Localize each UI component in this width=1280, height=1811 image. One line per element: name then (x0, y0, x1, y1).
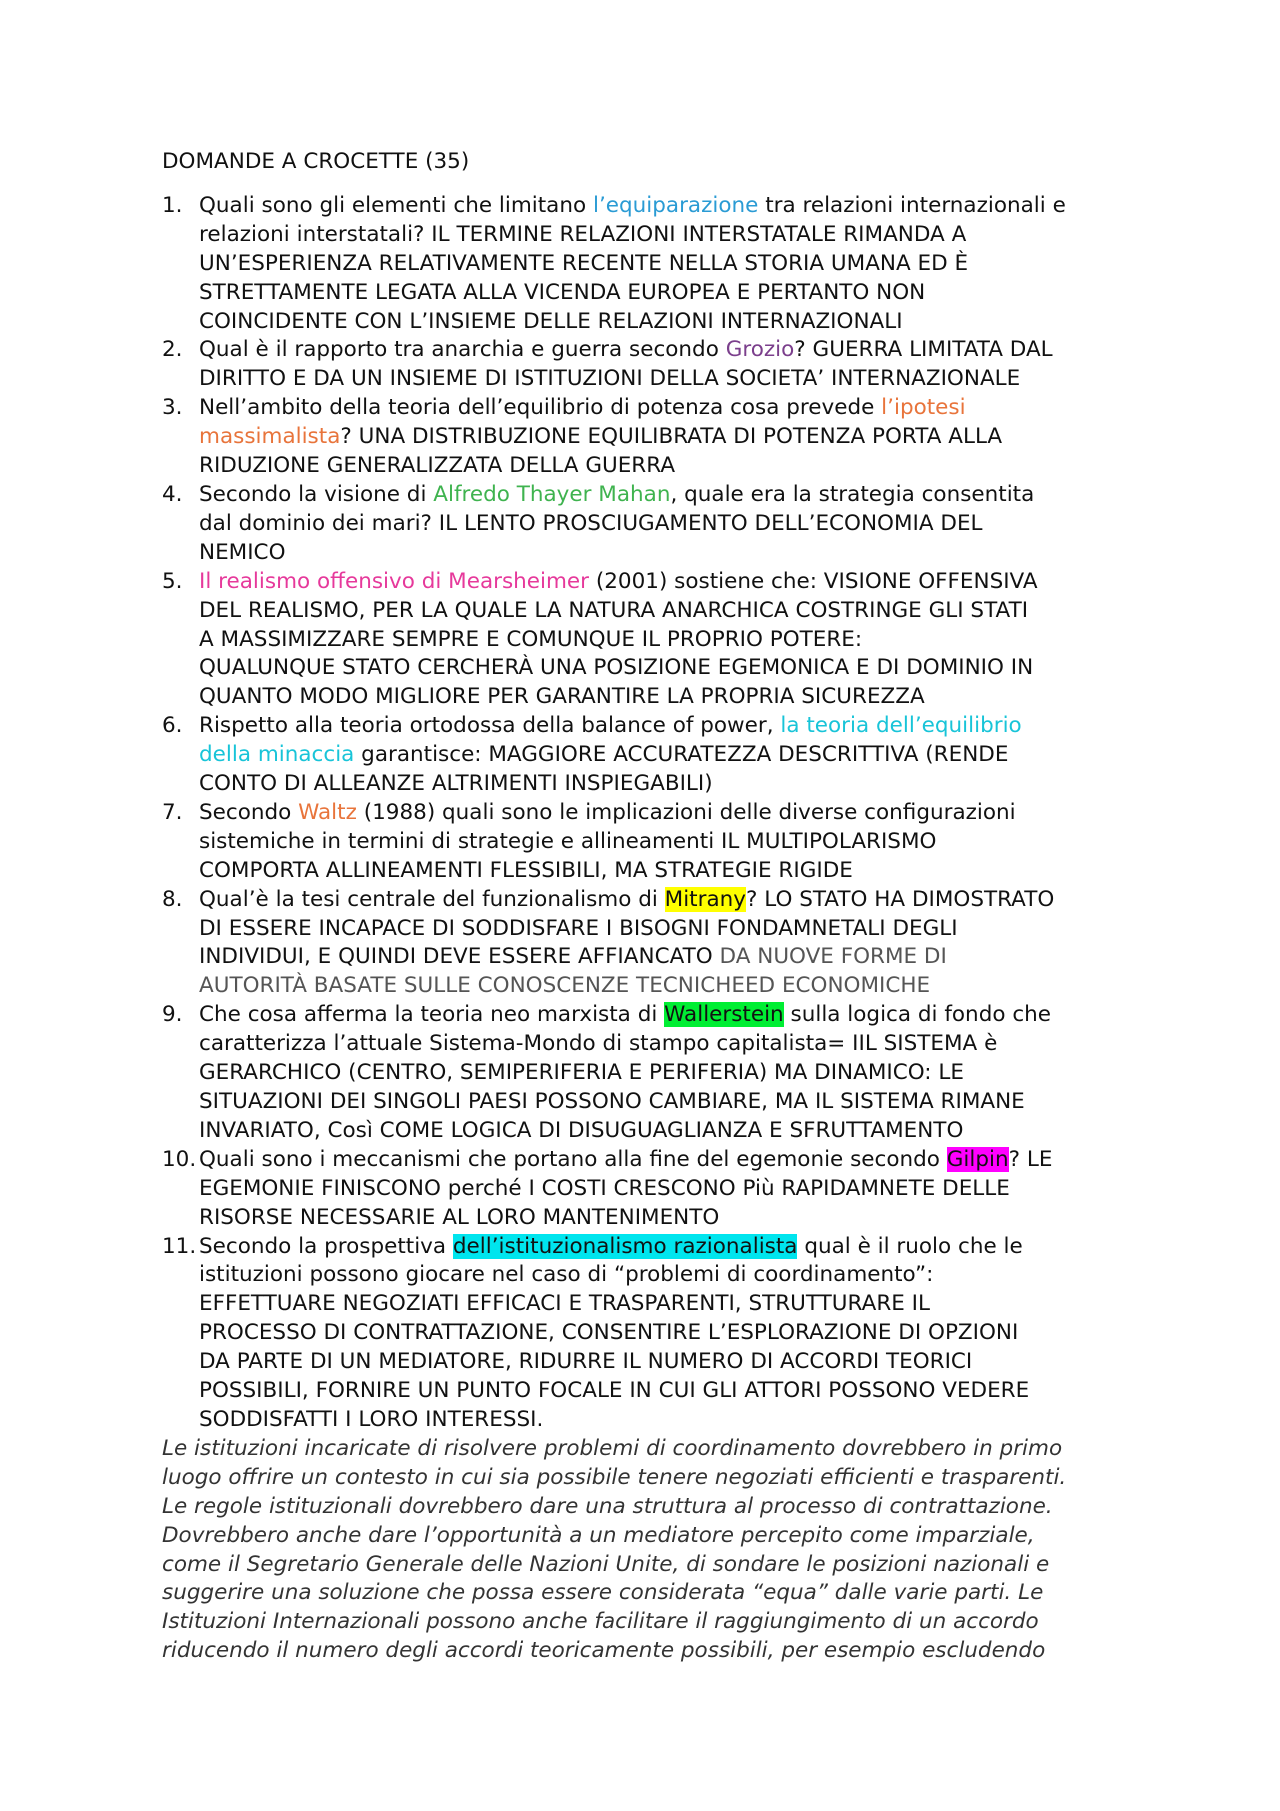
text-run: SODDISFATTI I LORO INTERESSI. (199, 1406, 544, 1432)
text-run: relazioni interstatali? IL TERMINE RELAZIONI INTERSTATALE RIMANDA A (199, 221, 967, 247)
question-line (199, 741, 1162, 770)
question-line (199, 308, 1162, 337)
highlighted-term: dell’istituzionalismo razionalista (452, 1233, 798, 1259)
note-line: suggerire una soluzione che possa essere considerata “equa” dalle varie parti. Le (162, 1580, 1044, 1606)
text-run: Che cosa afferma la teoria neo marxista di (199, 1002, 665, 1028)
question-line (199, 626, 1162, 655)
text-run: (2001) sostiene che: VISIONE OFFENSIVA (589, 568, 1038, 594)
question-item (162, 192, 1162, 337)
colored-term: Waltz (298, 799, 357, 825)
question-line (199, 279, 1162, 308)
question-number: 11. (162, 1233, 197, 1259)
text-run: caratterizza l’attuale Sistema-Mondo di stampo capitalista= IIL SISTEMA è (199, 1031, 998, 1057)
question-line (199, 915, 1162, 944)
question-number: 10. (162, 1146, 197, 1172)
text-run: garantisce: MAGGIORE ACCURATEZZA DESCRITTIVA (RENDE (354, 742, 1009, 768)
question-line (199, 192, 1162, 221)
text-run: EGEMONIE FINISCONO perché I COSTI CRESCONO Più RAPIDAMNETE DELLE (199, 1175, 1010, 1201)
text-run: tra relazioni internazionali e (758, 192, 1066, 218)
text-run: ? LE (1008, 1146, 1053, 1172)
question-item (162, 1233, 1162, 1435)
question-line (199, 1001, 1162, 1030)
question-line (199, 539, 1162, 568)
note-line: Dovrebbero anche dare l’opportunità a un mediatore percepito come imparziale, (162, 1522, 1035, 1548)
note-line: come il Segretario Generale delle Nazioni Unite, di sondare le posizioni nazionali e (162, 1551, 1050, 1577)
text-run: QUALUNQUE STATO CERCHERÀ UNA POSIZIONE EGEMONICA E DI DOMINIO IN (199, 655, 1034, 681)
question-item (162, 1146, 1162, 1233)
colored-term: Il realismo offensivo di Mearsheimer (199, 568, 589, 594)
question-item (162, 886, 1162, 1002)
question-line (199, 1117, 1162, 1146)
question-line (199, 1030, 1162, 1059)
text-run: istituzioni possono giocare nel caso di “problemi di coordinamento”: (199, 1262, 934, 1288)
colored-term: la teoria dell’equilibrio (780, 713, 1022, 739)
text-run: GERARCHICO (CENTRO, SEMIPERIFERIA E PERIFERIA) MA DINAMICO: LE (199, 1060, 964, 1086)
colored-term: Grozio (725, 337, 795, 363)
question-line (199, 1406, 1162, 1435)
note-line: Le regole istituzionali dovrebbero dare una struttura al processo di contrattazione. (162, 1493, 1053, 1519)
text-run: Secondo la visione di (199, 481, 434, 507)
text-run: Secondo la prospettiva (199, 1233, 453, 1259)
note-line: Le istituzioni incaricate di risolvere problemi di coordinamento dovrebbero in primo (162, 1435, 1063, 1461)
question-number: 9. (162, 1002, 183, 1028)
question-number: 7. (162, 799, 183, 825)
question-line (199, 394, 1162, 423)
text-run: POSSIBILI, FORNIRE UN PUNTO FOCALE IN CUI GLI ATTORI POSSONO VEDERE (199, 1378, 1030, 1404)
document-page (162, 148, 1162, 1666)
text-run: INVARIATO, Così COME LOGICA DI DISUGUAGLIANZA E SFRUTTAMENTO (199, 1117, 964, 1143)
question-line (199, 654, 1162, 683)
question-line (199, 886, 1162, 915)
question-line (199, 221, 1162, 250)
question-line (199, 452, 1162, 481)
question-line (199, 1319, 1162, 1348)
question-line (199, 972, 1162, 1001)
text-run: sistemiche in termini di strategie e allineamenti IL MULTIPOLARISMO (199, 828, 937, 854)
note-line: Istituzioni Internazionali possono anche facilitare il raggiungimento di un accordo (162, 1609, 1039, 1635)
question-item (162, 481, 1162, 568)
text-run: ? GUERRA LIMITATA DAL (794, 337, 1053, 363)
question-line (199, 828, 1162, 857)
explanatory-note (162, 1435, 1162, 1666)
question-line (199, 857, 1162, 886)
text-run: NEMICO (199, 539, 286, 565)
text-run: DI ESSERE INCAPACE DI SODDISFARE I BISOGNI FONDAMNETALI DEGLI (199, 915, 958, 941)
question-item (162, 568, 1162, 713)
question-line (199, 943, 1162, 972)
colored-term: l’ipotesi (881, 395, 966, 421)
page-title: DOMANDE A CROCETTE (35) (162, 149, 470, 174)
question-item (162, 336, 1162, 394)
highlighted-term: Wallerstein (664, 1002, 784, 1028)
text-run: qual è il ruolo che le (797, 1233, 1023, 1259)
question-line (199, 1059, 1162, 1088)
question-item (162, 394, 1162, 481)
text-run: CONTO DI ALLEANZE ALTRIMENTI INSPIEGABILI) (199, 771, 713, 797)
colored-term: Alfredo Thayer Mahan (433, 481, 671, 507)
question-item (162, 799, 1162, 886)
question-item (162, 1001, 1162, 1146)
text-run: Qual’è la tesi centrale del funzionalismo di (199, 886, 665, 912)
text-run: STRETTAMENTE LEGATA ALLA VICENDA EUROPEA E PERTANTO NON (199, 279, 926, 305)
text-run: sulla logica di fondo che (783, 1002, 1051, 1028)
text-run: DIRITTO E DA UN INSIEME DI ISTITUZIONI DELLA SOCIETA’ INTERNAZIONALE (199, 366, 1021, 392)
question-list (162, 192, 1162, 1435)
question-line (199, 597, 1162, 626)
question-number: 1. (162, 192, 183, 218)
question-line (199, 510, 1162, 539)
text-run: A MASSIMIZZARE SEMPRE E COMUNQUE IL PROPRIO POTERE: (199, 626, 863, 652)
text-run: COINCIDENTE CON L’INSIEME DELLE RELAZIONI INTERNAZIONALI (199, 308, 903, 334)
question-line (199, 1146, 1162, 1175)
text-run: Rispetto alla teoria ortodossa della balance of power, (199, 713, 781, 739)
question-line (199, 336, 1162, 365)
text-run: RISORSE NECESSARIE AL LORO MANTENIMENTO (199, 1204, 720, 1230)
text-run: DEL REALISMO, PER LA QUALE LA NATURA ANARCHICA COSTRINGE GLI STATI (199, 597, 1029, 623)
colored-term: della minaccia (199, 742, 355, 768)
text-run: INDIVIDUI, E QUINDI DEVE ESSERE AFFIANCATO (199, 944, 720, 970)
question-number: 5. (162, 568, 183, 594)
question-number: 3. (162, 395, 183, 421)
question-number: 2. (162, 337, 183, 363)
text-run: Quali sono i meccanismi che portano alla fine del egemonie secondo (199, 1146, 947, 1172)
colored-term: l’equiparazione (592, 192, 759, 218)
question-line (199, 799, 1162, 828)
question-item (162, 712, 1162, 799)
question-line (199, 1088, 1162, 1117)
highlighted-term: Mitrany (664, 886, 746, 912)
question-number: 4. (162, 481, 183, 507)
text-run: ? UNA DISTRIBUZIONE EQUILIBRATA DI POTENZA PORTA ALLA (340, 424, 1003, 450)
colored-term: DA NUOVE FORME DI (719, 944, 947, 970)
question-line (199, 568, 1162, 597)
text-run: Nell’ambito della teoria dell’equilibrio di potenza cosa prevede (199, 395, 882, 421)
question-line (199, 1204, 1162, 1233)
question-line (199, 683, 1162, 712)
question-line (199, 481, 1162, 510)
question-line (199, 365, 1162, 394)
text-run: EFFETTUARE NEGOZIATI EFFICACI E TRASPARENTI, STRUTTURARE IL (199, 1291, 930, 1317)
question-line (199, 1261, 1162, 1290)
colored-term: AUTORITÀ BASATE SULLE CONOSCENZE TECNICHEED ECONOMICHE (199, 973, 931, 999)
text-run: SITUAZIONI DEI SINGOLI PAESI POSSONO CAMBIARE, MA IL SISTEMA RIMANE (199, 1089, 1025, 1114)
text-run: Secondo (199, 799, 299, 825)
note-line: luogo offrire un contesto in cui sia possibile tenere negoziati efficienti e trasparenti. (162, 1464, 1067, 1490)
text-run: Quali sono gli elementi che limitano (199, 192, 593, 218)
text-run: DA PARTE DI UN MEDIATORE, RIDURRE IL NUMERO DI ACCORDI TEORICI (199, 1349, 973, 1375)
colored-term: massimalista (199, 424, 341, 450)
question-line (199, 1348, 1162, 1377)
question-line (199, 1377, 1162, 1406)
note-line: riducendo il numero degli accordi teoricamente possibili, per esempio escludendo (162, 1638, 1046, 1664)
highlighted-term: Gilpin (946, 1146, 1009, 1172)
question-line (199, 250, 1162, 279)
text-run: UN’ESPERIENZA RELATIVAMENTE RECENTE NELLA STORIA UMANA ED È (199, 250, 969, 276)
question-number: 8. (162, 886, 183, 912)
question-line (199, 423, 1162, 452)
text-run: COMPORTA ALLINEAMENTI FLESSIBILI, MA STRATEGIE RIGIDE (199, 857, 853, 883)
text-run: , quale era la strategia consentita (670, 481, 1035, 507)
question-line (199, 712, 1162, 741)
text-run: Qual è il rapporto tra anarchia e guerra secondo (199, 337, 726, 363)
text-run: dal dominio dei mari? IL LENTO PROSCIUGAMENTO DELL’ECONOMIA DEL (199, 510, 983, 536)
question-number: 6. (162, 713, 183, 739)
question-line (199, 1290, 1162, 1319)
question-line (199, 1233, 1162, 1262)
text-run: PROCESSO DI CONTRATTAZIONE, CONSENTIRE L’ESPLORAZIONE DI OPZIONI (199, 1320, 1019, 1346)
text-run: RIDUZIONE GENERALIZZATA DELLA GUERRA (199, 453, 676, 479)
text-run: ? LO STATO HA DIMOSTRATO (745, 886, 1055, 912)
question-line (199, 770, 1162, 799)
text-run: QUANTO MODO MIGLIORE PER GARANTIRE LA PROPRIA SICUREZZA (199, 684, 925, 710)
question-line (199, 1175, 1162, 1204)
text-run: (1988) quali sono le implicazioni delle diverse configurazioni (356, 799, 1016, 825)
